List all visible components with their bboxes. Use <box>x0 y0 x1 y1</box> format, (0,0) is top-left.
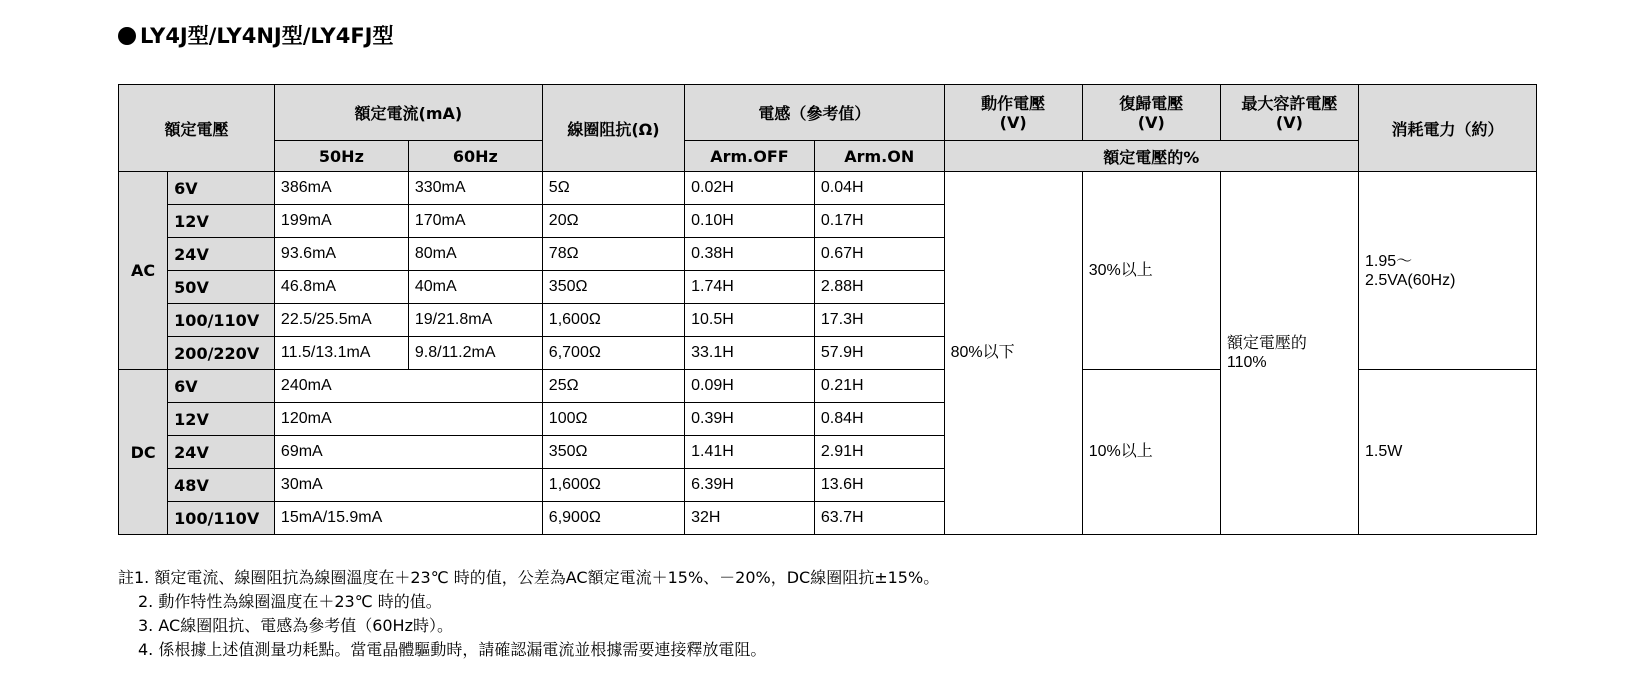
current-60hz-cell: 40mA <box>408 271 542 304</box>
resistance-cell: 100Ω <box>542 403 684 436</box>
arm-on-cell: 2.88H <box>814 271 944 304</box>
arm-off-cell: 0.09H <box>685 370 815 403</box>
pickup-unit: (V) <box>999 112 1027 132</box>
header-coil-resistance: 線圈阻抗(Ω) <box>542 85 684 172</box>
header-power: 消耗電力（約） <box>1359 85 1537 172</box>
arm-off-cell: 0.38H <box>685 238 815 271</box>
current-cell: 15mA/15.9mA <box>274 502 542 535</box>
current-cell: 30mA <box>274 469 542 502</box>
header-rated-voltage: 額定電壓 <box>119 85 275 172</box>
power-ac-line2: 2.5VA(60Hz) <box>1365 271 1456 289</box>
current-50hz-cell: 46.8mA <box>274 271 408 304</box>
voltage-cell: 12V <box>168 403 275 436</box>
footnote-2: 2. 動作特性為線圈溫度在＋23℃ 時的值。 <box>138 592 442 611</box>
header-max-voltage <box>1220 85 1358 141</box>
table-row <box>119 172 1537 205</box>
current-cell: 240mA <box>274 370 542 403</box>
voltage-cell: 50V <box>168 271 275 304</box>
voltage-cell: 48V <box>168 469 275 502</box>
arm-on-cell: 0.84H <box>814 403 944 436</box>
current-cell: 69mA <box>274 436 542 469</box>
resistance-cell: 78Ω <box>542 238 684 271</box>
current-50hz-cell: 199mA <box>274 205 408 238</box>
current-60hz-cell: 330mA <box>408 172 542 205</box>
voltage-cell: 12V <box>168 205 275 238</box>
arm-on-cell: 0.67H <box>814 238 944 271</box>
arm-off-cell: 0.39H <box>685 403 815 436</box>
max-voltage-value <box>1220 172 1358 535</box>
voltage-cell: 24V <box>168 436 275 469</box>
arm-off-cell: 1.74H <box>685 271 815 304</box>
power-dc-value: 1.5W <box>1359 370 1537 535</box>
header-50hz: 50Hz <box>274 141 408 172</box>
arm-off-cell: 33.1H <box>685 337 815 370</box>
arm-on-cell: 17.3H <box>814 304 944 337</box>
current-50hz-cell: 11.5/13.1mA <box>274 337 408 370</box>
current-50hz-cell: 22.5/25.5mA <box>274 304 408 337</box>
title-text: LY4J型/LY4NJ型/LY4FJ型 <box>140 24 394 48</box>
resistance-cell: 1,600Ω <box>542 304 684 337</box>
footnote-1: 註1. 額定電流、線圈阻抗為線圈溫度在＋23℃ 時的值，公差為AC額定電流＋15%、－20%，DC線圈阻抗±15%。 <box>118 568 940 587</box>
current-50hz-cell: 386mA <box>274 172 408 205</box>
current-60hz-cell: 170mA <box>408 205 542 238</box>
arm-on-cell: 57.9H <box>814 337 944 370</box>
header-dropout-voltage <box>1082 85 1220 141</box>
arm-off-cell: 6.39H <box>685 469 815 502</box>
voltage-cell: 200/220V <box>168 337 275 370</box>
max-label: 最大容許電壓 <box>1241 93 1338 113</box>
resistance-cell: 6,900Ω <box>542 502 684 535</box>
footnotes <box>118 566 939 662</box>
header-arm-on: Arm.ON <box>814 141 944 172</box>
header-arm-off: Arm.OFF <box>685 141 815 172</box>
group-label-ac: AC <box>119 172 168 370</box>
voltage-cell: 100/110V <box>168 304 275 337</box>
resistance-cell: 20Ω <box>542 205 684 238</box>
voltage-cell: 6V <box>168 370 275 403</box>
resistance-cell: 5Ω <box>542 172 684 205</box>
header-percent-of-rated: 額定電壓的% <box>944 141 1358 172</box>
specification-table <box>118 84 1537 535</box>
arm-on-cell: 63.7H <box>814 502 944 535</box>
resistance-cell: 350Ω <box>542 271 684 304</box>
arm-off-cell: 32H <box>685 502 815 535</box>
page-title <box>118 20 394 50</box>
voltage-cell: 100/110V <box>168 502 275 535</box>
max-voltage-line2: 110% <box>1226 354 1267 371</box>
header-pickup-voltage <box>944 85 1082 141</box>
voltage-cell: 24V <box>168 238 275 271</box>
pickup-label: 動作電壓 <box>981 93 1046 113</box>
arm-off-cell: 1.41H <box>685 436 815 469</box>
resistance-cell: 6,700Ω <box>542 337 684 370</box>
current-50hz-cell: 93.6mA <box>274 238 408 271</box>
arm-on-cell: 0.17H <box>814 205 944 238</box>
power-ac-value <box>1359 172 1537 370</box>
arm-off-cell: 0.02H <box>685 172 815 205</box>
current-60hz-cell: 9.8/11.2mA <box>408 337 542 370</box>
arm-off-cell: 0.10H <box>685 205 815 238</box>
header-inductance: 電感（參考值） <box>685 85 945 141</box>
group-label-dc: DC <box>119 370 168 535</box>
dropout-unit: (V) <box>1137 112 1165 132</box>
arm-on-cell: 0.04H <box>814 172 944 205</box>
max-voltage-line1: 額定電壓的 <box>1226 335 1307 352</box>
arm-on-cell: 2.91H <box>814 436 944 469</box>
arm-on-cell: 0.21H <box>814 370 944 403</box>
current-cell: 120mA <box>274 403 542 436</box>
footnote-3: 3. AC線圈阻抗、電感為參考值（60Hz時）。 <box>138 616 453 635</box>
header-60hz: 60Hz <box>408 141 542 172</box>
arm-on-cell: 13.6H <box>814 469 944 502</box>
dropout-voltage-dc-value: 10%以上 <box>1082 370 1220 535</box>
max-unit: (V) <box>1275 112 1303 132</box>
current-60hz-cell: 80mA <box>408 238 542 271</box>
footnote-4: 4. 係根據上述值測量功耗點。當電晶體驅動時，請確認漏電流並根據需要連接釋放電阻。 <box>138 640 767 659</box>
header-rated-current: 額定電流(mA) <box>274 85 542 141</box>
voltage-cell: 6V <box>168 172 275 205</box>
pickup-voltage-value: 80%以下 <box>944 172 1082 535</box>
resistance-cell: 1,600Ω <box>542 469 684 502</box>
resistance-cell: 350Ω <box>542 436 684 469</box>
arm-off-cell: 10.5H <box>685 304 815 337</box>
power-ac-line1: 1.95～ <box>1365 252 1413 270</box>
current-60hz-cell: 19/21.8mA <box>408 304 542 337</box>
bullet-icon <box>118 27 136 45</box>
dropout-label: 復歸電壓 <box>1119 93 1184 113</box>
resistance-cell: 25Ω <box>542 370 684 403</box>
dropout-voltage-ac-value: 30%以上 <box>1082 172 1220 370</box>
